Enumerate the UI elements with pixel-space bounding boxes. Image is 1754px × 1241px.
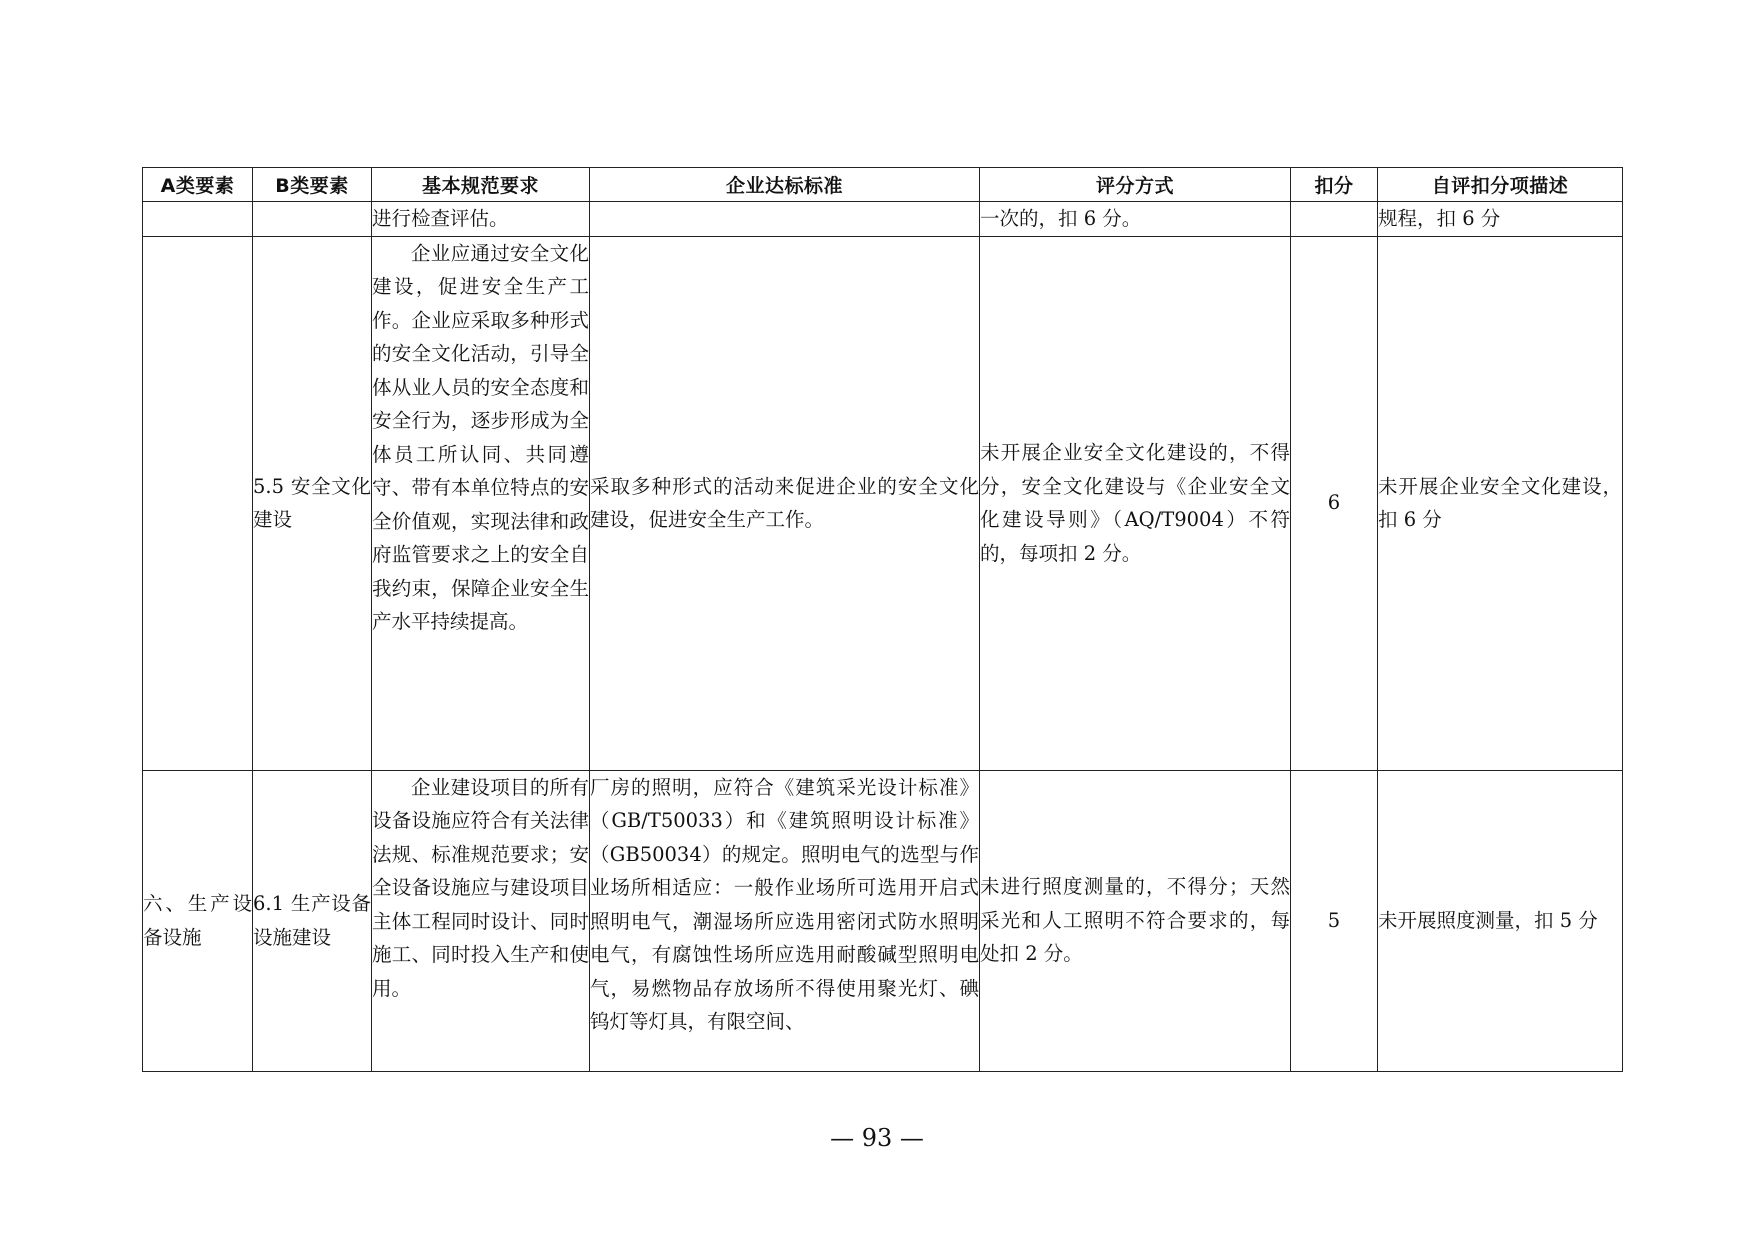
cell-deduction [1291, 202, 1378, 237]
cell-standard [590, 202, 980, 237]
table-row [143, 770, 1623, 1071]
table-header-row [143, 168, 1623, 202]
cell-requirement: 进行检查评估。 [372, 202, 590, 237]
header-b-element: B类要素 [253, 168, 372, 202]
cell-requirement: 企业应通过安全文化建设，促进安全生产工作。企业应采取多种形式的安全文化活动，引导全体从业人员的安全态度和安全行为，逐步形成为全体员工所认同、共同遵守、带有本单位特点的安全价值观，实现法律和政府监管要求之上的安全自我约束，保障企业安全生产水平持续提高。 [372, 236, 590, 770]
header-scoring: 评分方式 [980, 168, 1291, 202]
header-a-element: A类要素 [143, 168, 253, 202]
cell-standard: 采取多种形式的活动来促进企业的安全文化建设，促进安全生产工作。 [590, 236, 980, 770]
cell-requirement: 企业建设项目的所有设备设施应符合有关法律法规、标准规范要求；安全设备设施应与建设项目主体工程同时设计、同时施工、同时投入生产和使用。 [372, 770, 590, 1071]
cell-a-element [143, 236, 253, 770]
cell-a-element [143, 202, 253, 237]
table-row [143, 236, 1623, 770]
cell-scoring: 未进行照度测量的，不得分；天然采光和人工照明不符合要求的，每处扣 2 分。 [980, 770, 1291, 1071]
cell-b-element: 6.1 生产设备设施建设 [253, 770, 372, 1071]
header-requirement: 基本规范要求 [372, 168, 590, 202]
standards-table [142, 167, 1623, 1072]
cell-scoring: 一次的，扣 6 分。 [980, 202, 1291, 237]
cell-a-element: 六、生产设备设施 [143, 770, 253, 1071]
cell-b-element: 5.5 安全文化 建设 [253, 236, 372, 770]
cell-deduction: 5 [1291, 770, 1378, 1071]
header-self-eval: 自评扣分项描述 [1378, 168, 1623, 202]
header-standard: 企业达标标准 [590, 168, 980, 202]
page-number: — 93 — [830, 1124, 924, 1152]
cell-self-eval: 未开展照度测量，扣 5 分 [1378, 770, 1623, 1071]
table-row [143, 202, 1623, 237]
cell-self-eval: 未开展企业安全文化建设，扣 6 分 [1378, 236, 1623, 770]
cell-scoring: 未开展企业安全文化建设的，不得分，安全文化建设与《企业安全文化建设导则》（AQ/T9004）不符的，每项扣 2 分。 [980, 236, 1291, 770]
cell-standard: 厂房的照明，应符合《建筑采光设计标准》（GB/T50033）和《建筑照明设计标准》（GB50034）的规定。照明电气的选型与作业场所相适应：一般作业场所可选用开启式照明电气，潮湿场所应选用密闭式防水照明电气，有腐蚀性场所应选用耐酸碱型照明电气，易燃物品存放场所不得使用聚光灯、碘钨灯等灯具，有限空间、 [590, 770, 980, 1071]
header-deduction: 扣分 [1291, 168, 1378, 202]
cell-deduction: 6 [1291, 236, 1378, 770]
cell-b-element [253, 202, 372, 237]
cell-self-eval: 规程，扣 6 分 [1378, 202, 1623, 237]
